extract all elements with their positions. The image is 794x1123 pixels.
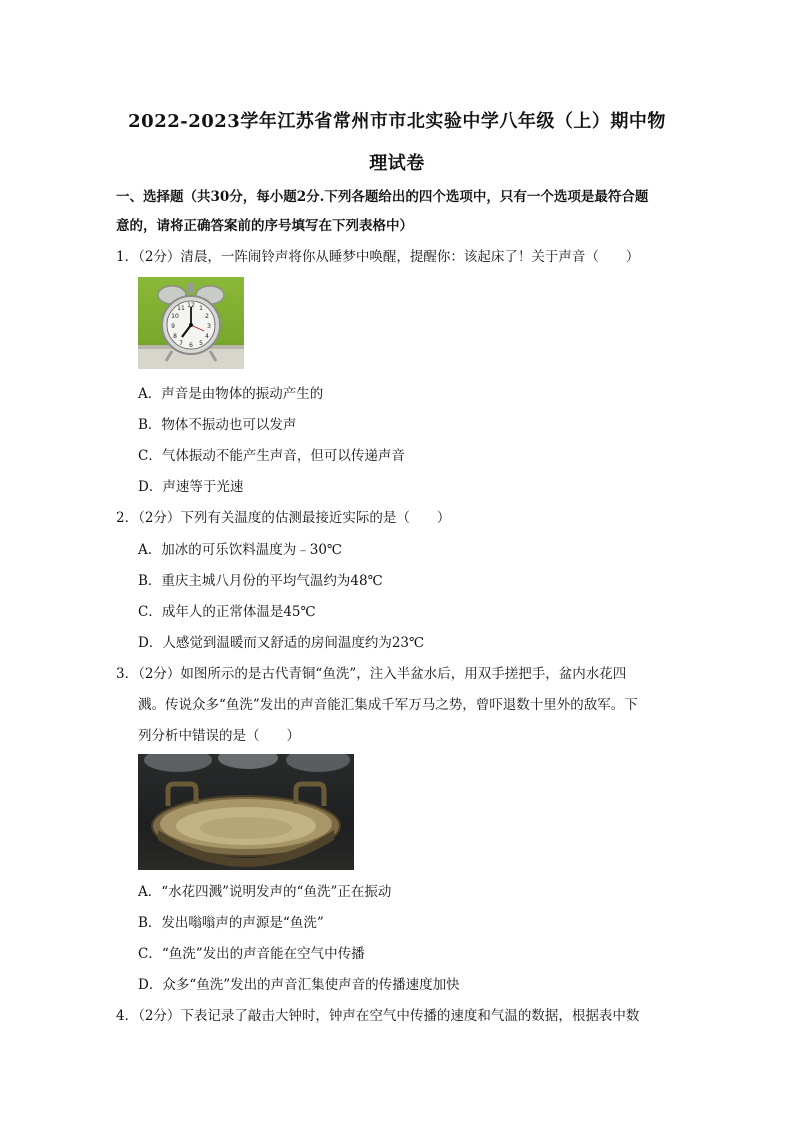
section-heading-line2: 意的，请将正确答案前的序号填写在下列表格中） xyxy=(116,218,413,234)
svg-text:5: 5 xyxy=(199,340,203,347)
question-3-stem-line1: 3．（2分）如图所示的是古代青铜“鱼洗”，注入半盆水后，用双手搓把手，盆内水花四 xyxy=(116,666,627,682)
section-heading-line1: 一、选择题（共30分，每小题2分.下列各题给出的四个选项中，只有一个选项是最符合题 xyxy=(116,189,649,205)
svg-text:12: 12 xyxy=(187,302,195,309)
page-title-line1: 2022-2023学年江苏省常州市市北实验中学八年级（上）期中物 xyxy=(128,111,666,132)
question-3-option-c: C．“鱼洗”发出的声音能在空气中传播 xyxy=(138,946,365,962)
question-1-option-b: B．物体不振动也可以发声 xyxy=(138,417,297,433)
question-2-option-a: A．加冰的可乐饮料温度为﹣30℃ xyxy=(138,542,343,558)
svg-text:1: 1 xyxy=(199,305,203,312)
alarm-clock-image xyxy=(138,277,244,369)
question-2-stem: 2．（2分）下列有关温度的估测最接近实际的是（ ） xyxy=(116,510,451,526)
svg-text:4: 4 xyxy=(205,333,209,340)
svg-text:9: 9 xyxy=(171,323,175,330)
svg-text:3: 3 xyxy=(207,323,211,330)
svg-text:2: 2 xyxy=(205,313,209,320)
svg-text:8: 8 xyxy=(173,333,177,340)
page-title-line2: 理试卷 xyxy=(369,153,425,174)
question-2-option-d: D．人感觉到温暖而又舒适的房间温度约为23℃ xyxy=(138,635,425,651)
question-3-option-a: A．“水花四溅”说明发声的“鱼洗”正在振动 xyxy=(138,884,392,900)
svg-text:10: 10 xyxy=(171,313,179,320)
question-2-option-b: B．重庆主城八月份的平均气温约为48℃ xyxy=(138,573,383,589)
question-1-option-a: A．声音是由物体的振动产生的 xyxy=(138,386,324,402)
question-3-option-b: B．发出嗡嗡声的声源是“鱼洗” xyxy=(138,915,324,931)
question-3-stem-line2: 溅。传说众多“鱼洗”发出的声音能汇集成千军万马之势，曾吓退数十里外的敌军。下 xyxy=(138,697,638,713)
question-1-option-d: D．声速等于光速 xyxy=(138,479,244,495)
svg-text:6: 6 xyxy=(189,342,193,349)
question-1-option-c: C．气体振动不能产生声音，但可以传递声音 xyxy=(138,448,405,464)
question-3-stem-line3: 列分析中错误的是（ ） xyxy=(138,728,300,744)
question-2-option-c: C．成年人的正常体温是45℃ xyxy=(138,604,316,620)
question-3-option-d: D．众多“鱼洗”发出的声音汇集使声音的传播速度加快 xyxy=(138,977,460,993)
question-4-stem: 4．（2分）下表记录了敲击大钟时，钟声在空气中传播的速度和气温的数据，根据表中数 xyxy=(116,1008,640,1024)
question-1-stem: 1．（2分）清晨，一阵闹铃声将你从睡梦中唤醒，提醒你：该起床了！关于声音（ ） xyxy=(116,249,640,265)
svg-text:11: 11 xyxy=(177,305,185,312)
svg-text:7: 7 xyxy=(179,340,183,347)
bronze-basin-image xyxy=(138,754,354,870)
